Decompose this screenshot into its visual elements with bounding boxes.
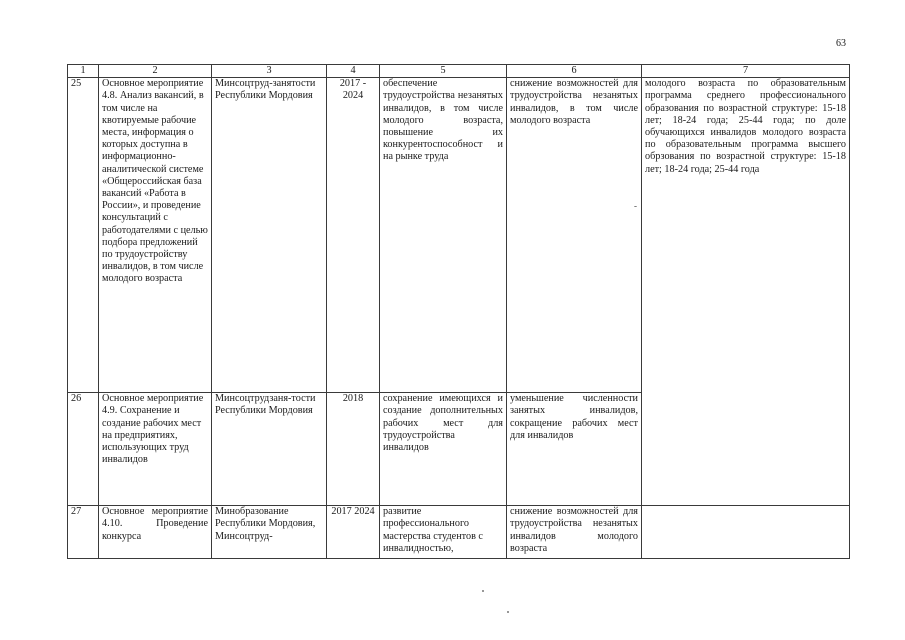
years-cell: 2018 (327, 393, 380, 506)
executor-cell: Минсоцтруд-занятости Республики Мордовия (212, 78, 327, 393)
col-header: 5 (380, 65, 507, 78)
col-header: 2 (99, 65, 212, 78)
scan-speck (507, 611, 509, 613)
result-cell: сохранение имеющихся и создание дополнительных рабочих мест для трудоустройства инвалидов (380, 393, 507, 506)
result-cell: обеспечение трудоустройства незанятых инвалидов, в том числе молодого возраста, повышение их конкурентоспособност и на рынке труда (380, 78, 507, 393)
indicators-cell: молодого возраста по образовательным программа среднего профессионального образования по возрастной структуре: 15-18 лет; 18-24 года; 25-44 года; по доле обучающихся инвалидов молодого возраста по образовательным программа высшего обрзования по возрастной структуре: 15-18 лет; 18-24 года; 25-44 года (642, 78, 850, 506)
executor-cell: Минсоцтрудзаня-тости Республики Мордовия (212, 393, 327, 506)
col-header: 6 (507, 65, 642, 78)
row-number: 26 (68, 393, 99, 506)
scan-speck (634, 206, 637, 207)
table-row (68, 506, 850, 559)
col-header: 1 (68, 65, 99, 78)
years-cell: 2017 2024 (327, 506, 380, 559)
consequence-cell: снижение возможностей для трудоустройства незанятых инвалидов молодого возраста (507, 506, 642, 559)
row-number: 27 (68, 506, 99, 559)
table-row (68, 78, 850, 393)
result-cell: развитие профессионального мастерства студентов с инвалидностью, (380, 506, 507, 559)
col-header: 4 (327, 65, 380, 78)
col-header: 7 (642, 65, 850, 78)
page-number: 63 (836, 38, 846, 49)
measure-cell: Основное мероприятие 4.8. Анализ вакансий, в том числе на квотируемые рабочие места, информация о которых доступна в информационно-аналитической системе «Общероссийская база вакансий «Работа в России», и проведение консультаций с работодателями с целью подбора предложений по трудоустройству инвалидов, в том числе молодого возраста (99, 78, 212, 393)
measure-cell: Основное мероприятие 4.9. Сохранение и создание рабочих мест на предприятиях, использующих труд инвалидов (99, 393, 212, 506)
consequence-cell: уменьшение численности занятых инвалидов, сокращение рабочих мест для инвалидов (507, 393, 642, 506)
row-number: 25 (68, 78, 99, 393)
indicators-cell (642, 506, 850, 559)
consequence-cell: снижение возможностей для трудоустройства незанятых инвалидов, в том числе молодого возраста (507, 78, 642, 393)
col-header: 3 (212, 65, 327, 78)
executor-cell: Минобразование Республики Мордовия, Минсоцтруд- (212, 506, 327, 559)
scan-speck (482, 590, 484, 592)
measure-cell: Основное мероприятие 4.10. Проведение конкурса (99, 506, 212, 559)
program-measures-table (67, 64, 850, 559)
header-row (68, 65, 850, 78)
years-cell: 2017 - 2024 (327, 78, 380, 393)
